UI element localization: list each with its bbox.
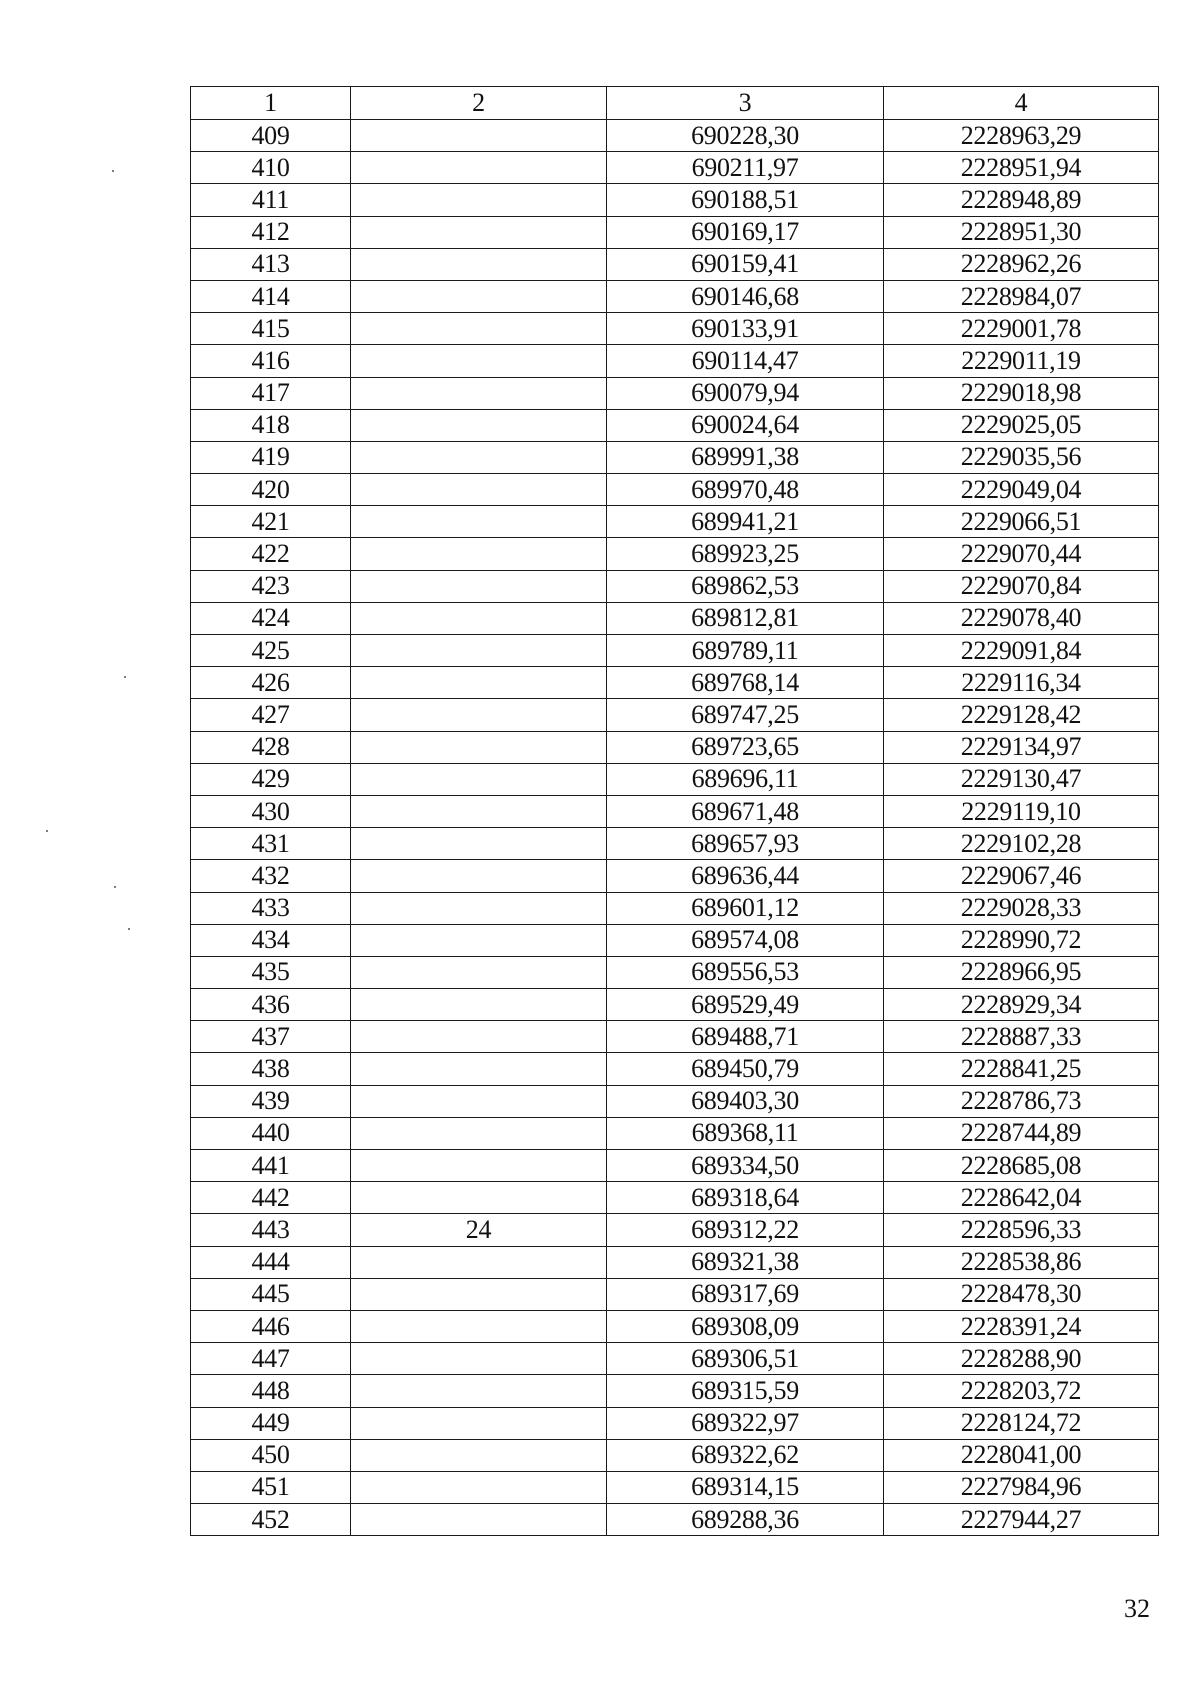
table-cell-col-4: 2227984,96: [884, 1471, 1159, 1503]
table-cell-col-2: [351, 667, 607, 699]
table-cell-col-1: 415: [191, 313, 351, 345]
table-cell-col-3: 689747,25: [607, 699, 884, 731]
table-cell-col-4: 2228478,30: [884, 1278, 1159, 1310]
table-cell-col-4: 2228642,04: [884, 1182, 1159, 1214]
table-cell-col-3: 689315,59: [607, 1375, 884, 1407]
table-cell-col-3: 689317,69: [607, 1278, 884, 1310]
table-row: [191, 1182, 1159, 1214]
table-cell-col-3: 689789,11: [607, 635, 884, 667]
table-cell-col-3: 690188,51: [607, 184, 884, 216]
table-cell-col-4: 2229070,84: [884, 570, 1159, 602]
table-cell-col-4: 2228887,33: [884, 1021, 1159, 1053]
table-cell-col-2: 24: [351, 1214, 607, 1246]
table-cell-col-1: 431: [191, 828, 351, 860]
table-cell-col-4: 2228685,08: [884, 1150, 1159, 1182]
table-cell-col-4: 2229025,05: [884, 409, 1159, 441]
table-cell-col-2: [351, 441, 607, 473]
table-cell-col-1: 432: [191, 860, 351, 892]
table-cell-col-2: [351, 1150, 607, 1182]
table-cell-col-3: 689322,62: [607, 1439, 884, 1471]
table-cell-col-4: 2228929,34: [884, 989, 1159, 1021]
table-cell-col-4: 2228990,72: [884, 924, 1159, 956]
table-row: [191, 1439, 1159, 1471]
table-row: [191, 216, 1159, 248]
table-cell-col-1: 424: [191, 602, 351, 634]
table-cell-col-1: 434: [191, 924, 351, 956]
table-cell-col-2: [351, 989, 607, 1021]
table-row: [191, 989, 1159, 1021]
table-cell-col-1: 414: [191, 280, 351, 312]
table-row: [191, 860, 1159, 892]
table-cell-col-3: 689991,38: [607, 441, 884, 473]
table-cell-col-1: 446: [191, 1310, 351, 1342]
table-row: [191, 506, 1159, 538]
table-cell-col-1: 417: [191, 377, 351, 409]
table-cell-col-2: [351, 635, 607, 667]
scan-speck: [112, 170, 114, 172]
table-cell-col-3: 689812,81: [607, 602, 884, 634]
table-row: [191, 1085, 1159, 1117]
table-cell-col-4: 2227944,27: [884, 1504, 1159, 1536]
table-cell-col-4: 2228596,33: [884, 1214, 1159, 1246]
table-cell-col-3: 689923,25: [607, 538, 884, 570]
table-row: [191, 1310, 1159, 1342]
table-row: [191, 409, 1159, 441]
table-cell-col-3: 689450,79: [607, 1053, 884, 1085]
table-cell-col-3: 689862,53: [607, 570, 884, 602]
table-cell-col-3: 690133,91: [607, 313, 884, 345]
table-cell-col-1: 450: [191, 1439, 351, 1471]
table-cell-col-3: 689318,64: [607, 1182, 884, 1214]
table-cell-col-3: 689636,44: [607, 860, 884, 892]
table-cell-col-1: 430: [191, 795, 351, 827]
table-cell-col-4: 2229049,04: [884, 474, 1159, 506]
table-cell-col-1: 440: [191, 1117, 351, 1149]
table-cell-col-4: 2229067,46: [884, 860, 1159, 892]
column-header-2: 2: [351, 87, 607, 120]
table-row: [191, 602, 1159, 634]
table-cell-col-1: 437: [191, 1021, 351, 1053]
table-cell-col-3: 690211,97: [607, 152, 884, 184]
table-cell-col-4: 2228538,86: [884, 1246, 1159, 1278]
table-cell-col-1: 449: [191, 1407, 351, 1439]
table-cell-col-3: 689529,49: [607, 989, 884, 1021]
table-cell-col-2: [351, 152, 607, 184]
table-cell-col-2: [351, 570, 607, 602]
table-cell-col-3: 689970,48: [607, 474, 884, 506]
coordinates-table: [190, 86, 1159, 1536]
table-cell-col-2: [351, 216, 607, 248]
table-cell-col-3: 689723,65: [607, 731, 884, 763]
table-cell-col-4: 2228391,24: [884, 1310, 1159, 1342]
table-cell-col-1: 441: [191, 1150, 351, 1182]
table-row: [191, 1375, 1159, 1407]
table-cell-col-3: 690169,17: [607, 216, 884, 248]
table-cell-col-1: 420: [191, 474, 351, 506]
table-cell-col-2: [351, 1439, 607, 1471]
table-row: [191, 474, 1159, 506]
table-cell-col-2: [351, 1085, 607, 1117]
table-cell-col-3: 689308,09: [607, 1310, 884, 1342]
table-cell-col-4: 2228041,00: [884, 1439, 1159, 1471]
table-cell-col-2: [351, 377, 607, 409]
table-row: [191, 699, 1159, 731]
table-cell-col-3: 689403,30: [607, 1085, 884, 1117]
table-cell-col-2: [351, 860, 607, 892]
table-row: [191, 731, 1159, 763]
table-row: [191, 635, 1159, 667]
table-cell-col-4: 2228966,95: [884, 956, 1159, 988]
table-cell-col-4: 2228948,89: [884, 184, 1159, 216]
page-number: 32: [1124, 1594, 1150, 1623]
table-cell-col-2: [351, 313, 607, 345]
table-cell-col-2: [351, 1310, 607, 1342]
table-row: [191, 345, 1159, 377]
table-row: [191, 1214, 1159, 1246]
table-cell-col-2: [351, 828, 607, 860]
table-cell-col-4: 2229134,97: [884, 731, 1159, 763]
table-cell-col-2: [351, 184, 607, 216]
table-cell-col-1: 448: [191, 1375, 351, 1407]
table-cell-col-3: 689368,11: [607, 1117, 884, 1149]
table-cell-col-2: [351, 1504, 607, 1536]
table-cell-col-4: 2229116,34: [884, 667, 1159, 699]
table-cell-col-2: [351, 956, 607, 988]
table-cell-col-4: 2229078,40: [884, 602, 1159, 634]
table-cell-col-3: 689768,14: [607, 667, 884, 699]
table-cell-col-1: 423: [191, 570, 351, 602]
table-cell-col-1: 412: [191, 216, 351, 248]
table-cell-col-2: [351, 1375, 607, 1407]
table-cell-col-1: 422: [191, 538, 351, 570]
table-cell-col-4: 2228841,25: [884, 1053, 1159, 1085]
table-cell-col-2: [351, 506, 607, 538]
table-cell-col-1: 413: [191, 248, 351, 280]
table-row: [191, 795, 1159, 827]
table-cell-col-2: [351, 409, 607, 441]
table-cell-col-2: [351, 1343, 607, 1375]
table-cell-col-3: 689941,21: [607, 506, 884, 538]
table-cell-col-3: 690079,94: [607, 377, 884, 409]
table-cell-col-2: [351, 731, 607, 763]
table-cell-col-2: [351, 1182, 607, 1214]
table-cell-col-1: 444: [191, 1246, 351, 1278]
table-row: [191, 120, 1159, 152]
table-cell-col-1: 425: [191, 635, 351, 667]
table-row: [191, 1471, 1159, 1503]
table-cell-col-4: 2229091,84: [884, 635, 1159, 667]
table-cell-col-2: [351, 248, 607, 280]
table-row: [191, 184, 1159, 216]
table-row: [191, 377, 1159, 409]
table-cell-col-4: 2228984,07: [884, 280, 1159, 312]
table-cell-col-4: 2228124,72: [884, 1407, 1159, 1439]
table-cell-col-4: 2229102,28: [884, 828, 1159, 860]
table-cell-col-4: 2228951,94: [884, 152, 1159, 184]
table-cell-col-2: [351, 1117, 607, 1149]
table-cell-col-2: [351, 924, 607, 956]
table-cell-col-1: 439: [191, 1085, 351, 1117]
table-cell-col-1: 411: [191, 184, 351, 216]
table-cell-col-3: 689696,11: [607, 763, 884, 795]
table-cell-col-3: 689288,36: [607, 1504, 884, 1536]
column-header-3: 3: [607, 87, 884, 120]
table-cell-col-4: 2228963,29: [884, 120, 1159, 152]
table-cell-col-3: 689671,48: [607, 795, 884, 827]
table-cell-col-2: [351, 1407, 607, 1439]
table-row: [191, 1407, 1159, 1439]
table-cell-col-2: [351, 1471, 607, 1503]
table-cell-col-2: [351, 763, 607, 795]
table-row: [191, 1343, 1159, 1375]
table-cell-col-2: [351, 1021, 607, 1053]
scan-speck: [46, 830, 48, 832]
table-row: [191, 1053, 1159, 1085]
table-row: [191, 538, 1159, 570]
table-cell-col-3: 689322,97: [607, 1407, 884, 1439]
table-cell-col-1: 419: [191, 441, 351, 473]
table-cell-col-3: 689574,08: [607, 924, 884, 956]
table-cell-col-3: 689488,71: [607, 1021, 884, 1053]
table-cell-col-4: 2228962,26: [884, 248, 1159, 280]
table-cell-col-1: 442: [191, 1182, 351, 1214]
table-row: [191, 1504, 1159, 1536]
table-cell-col-1: 409: [191, 120, 351, 152]
table-cell-col-1: 429: [191, 763, 351, 795]
column-header-1: 1: [191, 87, 351, 120]
table-cell-col-3: 690228,30: [607, 120, 884, 152]
table-cell-col-1: 443: [191, 1214, 351, 1246]
table-cell-col-1: 436: [191, 989, 351, 1021]
table-cell-col-2: [351, 538, 607, 570]
table-cell-col-1: 438: [191, 1053, 351, 1085]
scan-speck: [114, 886, 116, 888]
table-body: [191, 120, 1159, 1536]
table-row: [191, 441, 1159, 473]
table-cell-col-2: [351, 1246, 607, 1278]
table-header-row: [191, 87, 1159, 120]
table-cell-col-4: 2229130,47: [884, 763, 1159, 795]
table-cell-col-1: 421: [191, 506, 351, 538]
table-cell-col-3: 689306,51: [607, 1343, 884, 1375]
table-row: [191, 892, 1159, 924]
table-cell-col-2: [351, 795, 607, 827]
table-row: [191, 248, 1159, 280]
table-row: [191, 1246, 1159, 1278]
table-cell-col-1: 426: [191, 667, 351, 699]
table-cell-col-2: [351, 1053, 607, 1085]
table-cell-col-2: [351, 892, 607, 924]
table-cell-col-3: 690159,41: [607, 248, 884, 280]
table-cell-col-4: 2228744,89: [884, 1117, 1159, 1149]
table-cell-col-4: 2228786,73: [884, 1085, 1159, 1117]
table-cell-col-1: 418: [191, 409, 351, 441]
table-row: [191, 313, 1159, 345]
table-cell-col-1: 427: [191, 699, 351, 731]
table-row: [191, 152, 1159, 184]
table-cell-col-1: 435: [191, 956, 351, 988]
table-cell-col-3: 689556,53: [607, 956, 884, 988]
table-cell-col-3: 690114,47: [607, 345, 884, 377]
table-cell-col-3: 689334,50: [607, 1150, 884, 1182]
table-cell-col-1: 445: [191, 1278, 351, 1310]
table-row: [191, 956, 1159, 988]
table-cell-col-2: [351, 280, 607, 312]
scan-speck: [128, 928, 130, 930]
table-row: [191, 924, 1159, 956]
table-cell-col-2: [351, 474, 607, 506]
table-row: [191, 763, 1159, 795]
table-cell-col-2: [351, 602, 607, 634]
table-cell-col-4: 2229018,98: [884, 377, 1159, 409]
table-row: [191, 828, 1159, 860]
scan-speck: [124, 676, 126, 678]
table-row: [191, 667, 1159, 699]
table-cell-col-2: [351, 699, 607, 731]
table-cell-col-1: 428: [191, 731, 351, 763]
table-row: [191, 1021, 1159, 1053]
table-row: [191, 1117, 1159, 1149]
table-cell-col-2: [351, 120, 607, 152]
table-row: [191, 570, 1159, 602]
table-cell-col-3: 689314,15: [607, 1471, 884, 1503]
table-cell-col-4: 2229070,44: [884, 538, 1159, 570]
table-cell-col-3: 689657,93: [607, 828, 884, 860]
table-cell-col-3: 689312,22: [607, 1214, 884, 1246]
table-cell-col-1: 451: [191, 1471, 351, 1503]
table-cell-col-4: 2229011,19: [884, 345, 1159, 377]
table-cell-col-1: 452: [191, 1504, 351, 1536]
table-cell-col-4: 2229035,56: [884, 441, 1159, 473]
table-cell-col-4: 2228203,72: [884, 1375, 1159, 1407]
table-cell-col-1: 447: [191, 1343, 351, 1375]
column-header-4: 4: [884, 87, 1159, 120]
table-cell-col-3: 690146,68: [607, 280, 884, 312]
table-row: [191, 1150, 1159, 1182]
table-cell-col-3: 689321,38: [607, 1246, 884, 1278]
table-cell-col-3: 690024,64: [607, 409, 884, 441]
table-cell-col-1: 410: [191, 152, 351, 184]
table-cell-col-1: 433: [191, 892, 351, 924]
table-row: [191, 280, 1159, 312]
table-cell-col-1: 416: [191, 345, 351, 377]
table-cell-col-4: 2229128,42: [884, 699, 1159, 731]
table-cell-col-2: [351, 1278, 607, 1310]
table-cell-col-3: 689601,12: [607, 892, 884, 924]
table-cell-col-4: 2229066,51: [884, 506, 1159, 538]
table-cell-col-4: 2229119,10: [884, 795, 1159, 827]
table-cell-col-2: [351, 345, 607, 377]
table-cell-col-4: 2228288,90: [884, 1343, 1159, 1375]
table-cell-col-4: 2228951,30: [884, 216, 1159, 248]
table-cell-col-4: 2229028,33: [884, 892, 1159, 924]
table-row: [191, 1278, 1159, 1310]
table-cell-col-4: 2229001,78: [884, 313, 1159, 345]
